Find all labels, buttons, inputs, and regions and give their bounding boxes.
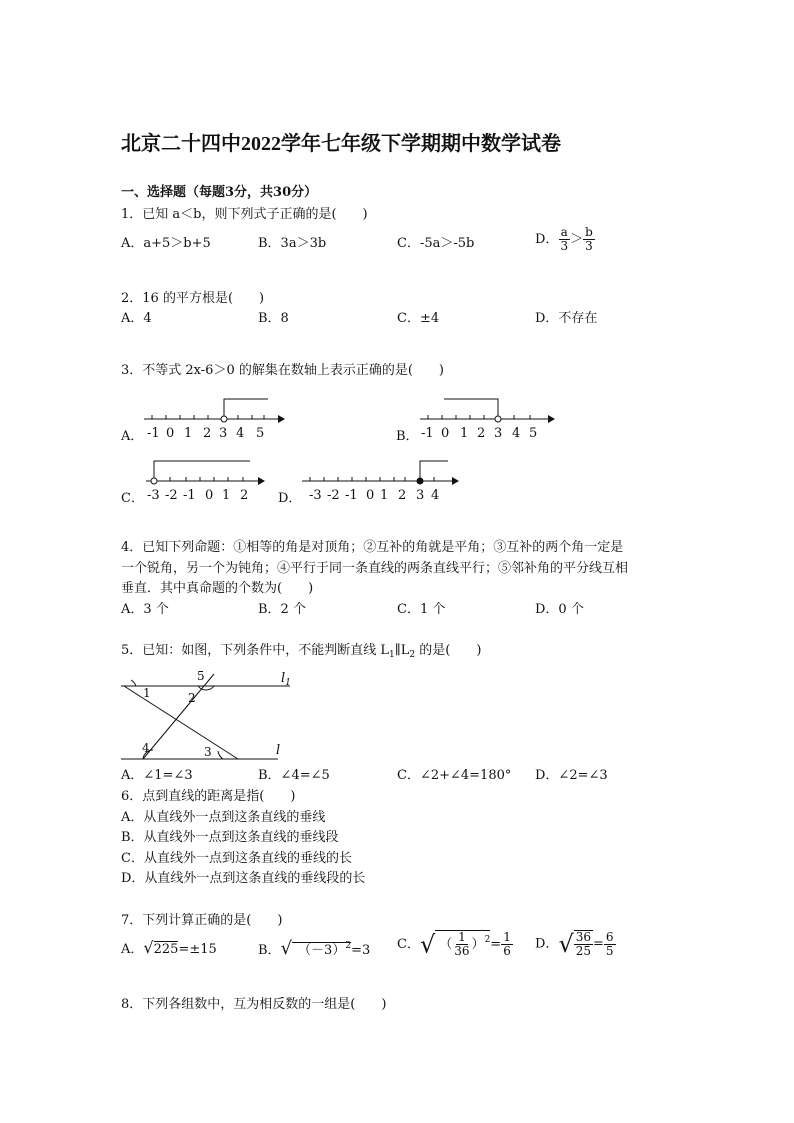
q3-d-tick-label: 2 [398, 488, 407, 503]
q7-option-c-label: C． [397, 937, 420, 952]
q3-b-tick-label: 5 [529, 426, 538, 441]
sqrt-symbol: √ [419, 930, 436, 959]
q3-c-tick-label: -3 [147, 488, 160, 503]
fraction-numerator: 6 [605, 929, 614, 944]
q7-d-fraction [574, 930, 593, 958]
q7-a-radicand: 225 [153, 942, 179, 957]
label-angle-2: 2 [188, 691, 196, 705]
q3-d-tick-label: -2 [327, 488, 340, 503]
q3-a-tick-label: 4 [236, 426, 245, 441]
q6-option-d: D．从直线外一点到这条直线的垂线段的长 [121, 871, 366, 886]
q7-a-result: =±15 [178, 942, 217, 957]
q4-option-b: B．2 个 [258, 602, 306, 617]
q3-d-tick-label: -3 [309, 488, 322, 503]
q5-option-a: A．∠1=∠3 [121, 768, 193, 783]
q4-stem-line2: 一个锐角，另一个为钝角；④平行于同一条直线的两条直线平行；⑤邻补角的平分线互相 [121, 561, 629, 576]
q6-option-c: C．从直线外一点到这条直线的垂线的长 [121, 851, 352, 866]
label-l: l [276, 743, 281, 758]
q7-option-d [535, 930, 616, 958]
q3-d-tick-label: 0 [366, 488, 375, 503]
q3-option-b-label: B． [396, 429, 419, 444]
q7-option-b [258, 938, 370, 959]
q7-stem: 7．下列计算正确的是( ) [121, 913, 283, 928]
q3-stem: 3．不等式 2x-6＞0 的解集在数轴上表示正确的是( ) [121, 363, 444, 378]
subscript: 1 [389, 650, 395, 660]
greater-than-sign: ＞ [570, 232, 584, 247]
fraction-denominator: 5 [605, 943, 614, 958]
label-l1 [281, 671, 291, 688]
q3-option-a-label: A． [121, 429, 144, 444]
q3-option-c-label: C． [121, 491, 144, 506]
q3-b-tick-label: 3 [494, 426, 503, 441]
q5-option-c: C．∠2+∠4=180° [397, 768, 512, 783]
q7-b-inner: （－3） [298, 943, 346, 958]
q1-option-b: B．3a＞3b [258, 236, 327, 251]
section-heading: 一、选择题（每题3分，共30分） [121, 185, 318, 200]
q3-c-tick-label: -1 [183, 488, 196, 503]
angle-5-arc [198, 686, 214, 690]
q7-c-fraction [452, 931, 471, 958]
q7-option-d-label: D． [535, 936, 559, 952]
angle-1-arc [131, 680, 136, 686]
q3-b-tick-label: 1 [460, 426, 469, 441]
q5-option-b: B．∠4=∠5 [258, 768, 330, 783]
subscript: 2 [409, 650, 416, 660]
q6-option-b: B．从直线外一点到这条直线的垂线段 [121, 830, 339, 845]
q1-option-c: C．-5a＞-5b [397, 236, 475, 251]
q7-d-result-fraction [604, 931, 616, 958]
q3-c-tick-label: 2 [240, 488, 249, 503]
q1-option-a: A．a+5＞b+5 [121, 236, 211, 251]
sqrt-symbol: √ [280, 938, 293, 959]
q4-option-c: C．1 个 [397, 602, 446, 617]
sqrt-symbol: √ [558, 930, 574, 958]
fraction-denominator: 25 [575, 944, 592, 958]
q5-stem-text: 5．已知：如图，下列条件中，不能判断直线 L [121, 643, 390, 658]
q2-stem: 2．16 的平方根是( ) [121, 291, 265, 306]
q2-option-b: B．8 [258, 311, 289, 326]
label-angle-4: 4 [142, 741, 150, 755]
q7-option-a [121, 938, 217, 957]
superscript: 2 [484, 935, 491, 945]
fraction-numerator: 36 [575, 930, 592, 944]
fraction-denominator: 6 [503, 944, 511, 958]
equals-sign: = [490, 937, 502, 952]
q7-option-b-label: B． [258, 943, 281, 958]
label-l1-letter: l [281, 671, 286, 686]
q3-option-d-label: D． [278, 491, 302, 506]
sqrt-symbol: √ [143, 938, 154, 957]
q3-a-tick-label: 2 [203, 426, 212, 441]
fraction-denominator: 3 [560, 239, 569, 253]
q5-option-d: D．∠2=∠3 [535, 768, 608, 783]
q6-option-a: A．从直线外一点到这条直线的垂线 [121, 810, 326, 825]
q8-stem: 8．下列各组数中，互为相反数的一组是( ) [121, 997, 387, 1012]
q7-b-result: =3 [351, 943, 371, 958]
q3-c-tick-label: 0 [205, 488, 214, 503]
paren: ） [471, 937, 485, 952]
q2-option-d: D．不存在 [535, 311, 598, 326]
q3-d-tick-label: 4 [431, 488, 440, 503]
q3-b-tick-label: 2 [477, 426, 486, 441]
q7-option-a-label: A． [121, 942, 144, 957]
q5-stem-text: 的是( ) [415, 643, 482, 658]
q3-b-tick-label: 0 [441, 426, 450, 441]
q4-stem-line3: 垂直．其中真命题的个数为( ) [121, 581, 314, 596]
q7-option-c [397, 930, 513, 959]
q4-option-a: A．3 个 [121, 602, 169, 617]
fraction-denominator: 3 [585, 239, 593, 253]
q3-a-tick-label: 3 [219, 426, 228, 441]
q3-d-tick-label: -1 [345, 488, 358, 503]
q3-b-tick-label: 4 [512, 426, 521, 441]
superscript: 2 [345, 941, 352, 951]
fraction-numerator: 1 [458, 930, 466, 944]
q3-d-tick-label: 1 [380, 488, 389, 503]
equals-sign: = [593, 936, 604, 952]
q3-a-tick-label: 5 [256, 426, 265, 441]
page-title: 北京二十四中2022学年七年级下学期期中数学试卷 [121, 133, 561, 155]
q7-b-radicand [292, 942, 351, 958]
q5-stem-text: ∥L [394, 643, 410, 658]
angle-3-arc [218, 751, 223, 759]
q3-c-tick-label: -2 [165, 488, 178, 503]
q6-stem: 6．点到直线的距离是指( ) [121, 789, 296, 804]
q2-option-c: C．±4 [397, 311, 440, 326]
q3-a-tick-label: 1 [184, 426, 193, 441]
fraction-numerator: a [560, 225, 568, 239]
q3-c-tick-label: 1 [222, 488, 231, 503]
fraction-numerator: 1 [503, 930, 511, 944]
q4-stem-line1: 4．已知下列命题：①相等的角是对顶角；②互补的角就是平角；③互补的两个角一定是 [121, 540, 624, 555]
fraction-denominator: 36 [454, 944, 470, 958]
q7-c-radicand [435, 930, 490, 958]
q1-option-d-label: D． [535, 232, 559, 247]
label-l1-subscript: 1 [285, 678, 291, 688]
q3-a-tick-label: 0 [166, 426, 175, 441]
q1-stem: 1．已知 a＜b，则下列式子正确的是( ) [121, 207, 368, 222]
q4-option-d: D．0 个 [535, 602, 584, 617]
q7-c-result-fraction [501, 931, 513, 958]
q3-d-tick-label: 3 [416, 488, 425, 503]
q3-b-tick-label: -1 [421, 426, 434, 441]
label-angle-1: 1 [143, 686, 151, 700]
q3-a-tick-label: -1 [147, 426, 160, 441]
label-angle-3: 3 [204, 745, 212, 759]
q2-option-a: A．4 [121, 311, 152, 326]
paren: （ [439, 937, 453, 952]
label-angle-5: 5 [197, 669, 205, 683]
fraction-numerator: b [585, 225, 593, 239]
